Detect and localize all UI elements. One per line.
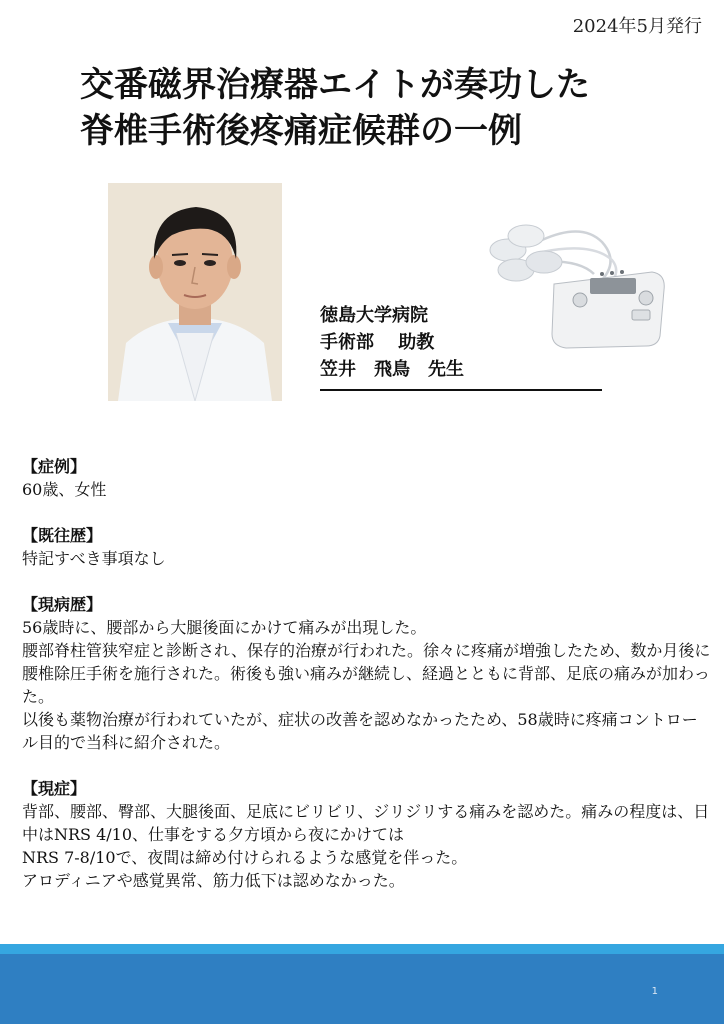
author-affiliation: 徳島大学病院 xyxy=(320,305,428,326)
article-title xyxy=(80,62,700,154)
section-current-findings xyxy=(22,777,712,892)
section-paragraph: 56歳時に、腰部から大腿後面にかけて痛みが出現した。 xyxy=(22,618,427,637)
author-name: 笠井 飛鳥 先生 xyxy=(320,359,464,380)
page-number: 1 xyxy=(651,986,658,997)
section-heading: 【症例】 xyxy=(22,457,87,476)
issue-date: 2024年5月発行 xyxy=(572,16,702,37)
title-line-2: 脊椎手術後疼痛症候群の一例 xyxy=(80,111,522,151)
section-paragraph: 60歳、女性 xyxy=(22,480,107,499)
section-paragraph: NRS 7-8/10で、夜間は締め付けられるような感覚を伴った。 xyxy=(22,848,468,867)
section-heading: 【既往歴】 xyxy=(22,526,103,545)
section-paragraph: 特記すべき事項なし xyxy=(22,549,166,568)
section-present-illness xyxy=(22,593,712,754)
magnetic-therapy-device-illustration xyxy=(482,212,672,362)
eight-device-image xyxy=(482,212,672,362)
title-line-1: 交番磁界治療器エイトが奏功した xyxy=(80,65,590,105)
section-past-history xyxy=(22,524,712,570)
case-report-body xyxy=(22,455,712,915)
footer-band xyxy=(0,954,724,1024)
section-case xyxy=(22,455,712,501)
author-position: 手術部 助教 xyxy=(320,332,435,353)
section-paragraph: アロディニアや感覚異常、筋力低下は認めなかった。 xyxy=(22,871,405,890)
footer-stripe xyxy=(0,944,724,954)
author-portrait-illustration xyxy=(108,183,282,401)
section-paragraph: 以後も薬物治療が行われていたが、症状の改善を認めなかったため、58歳時に疼痛コントロール目的で当科に紹介された。 xyxy=(22,710,698,752)
section-heading: 【現症】 xyxy=(22,779,87,798)
author-info xyxy=(320,302,464,383)
section-paragraph: 腰部脊柱管狭窄症と診断され、保存的治療が行われた。徐々に疼痛が増強したため、数か月後に腰椎除圧手術を施行された。術後も強い痛みが継続し、経過とともに背部、足底の痛みが加わった。 xyxy=(22,641,711,706)
section-heading: 【現病歴】 xyxy=(22,595,103,614)
author-divider xyxy=(320,389,602,391)
author-photo xyxy=(108,183,282,401)
section-paragraph: 背部、腰部、臀部、大腿後面、足底にビリビリ、ジリジリする痛みを認めた。痛みの程度は、日中はNRS 4/10、仕事をする夕方頃から夜にかけては xyxy=(22,802,710,844)
